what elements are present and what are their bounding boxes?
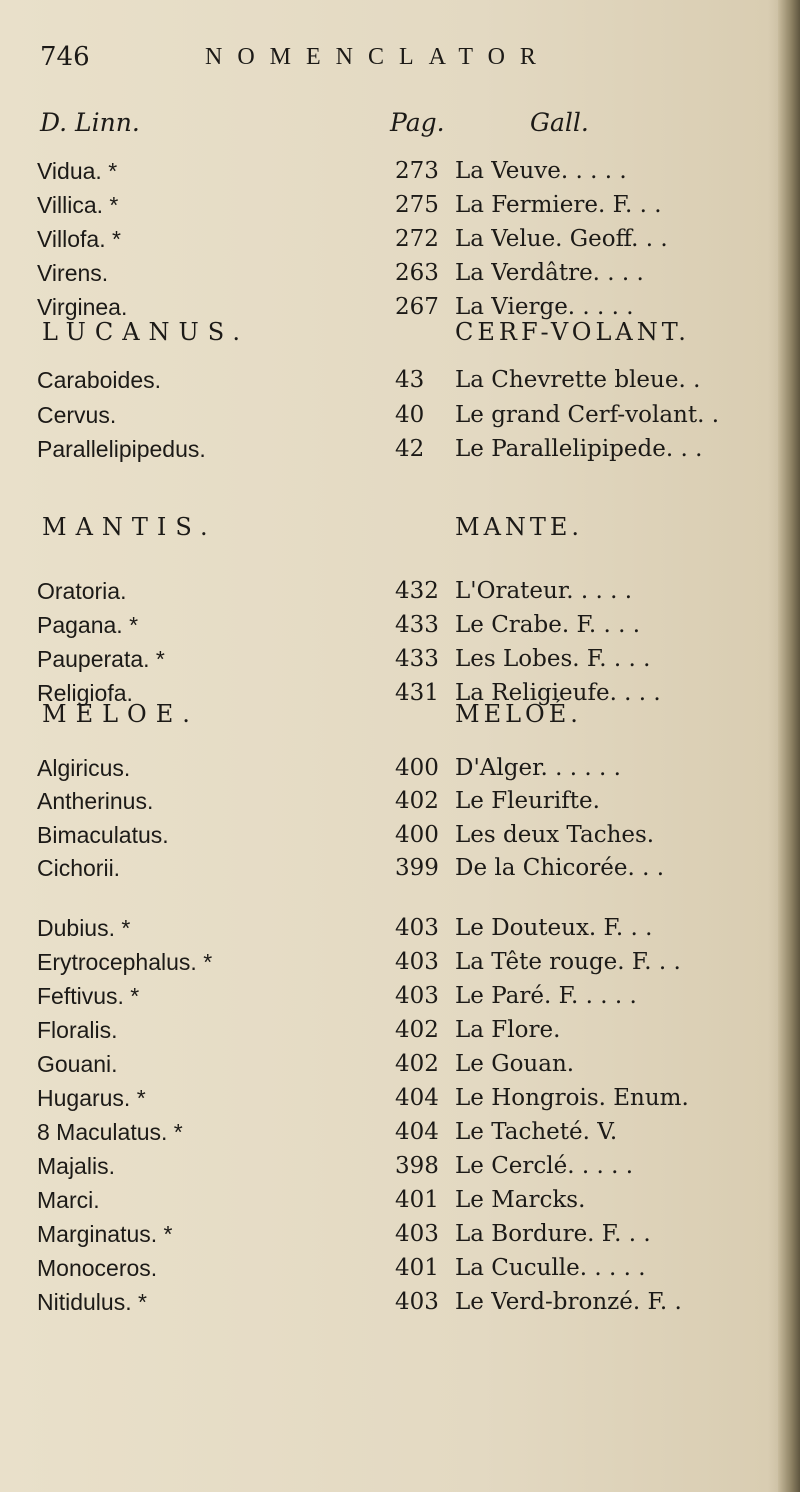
entry-row: [0, 1085, 800, 1119]
page-reference: 401: [395, 1255, 439, 1281]
page-reference: 432: [395, 578, 439, 604]
page-reference: 402: [395, 1017, 439, 1043]
latin-name: Cervus.: [37, 402, 117, 428]
section-heading-french: MELOÉ.: [455, 700, 582, 728]
entry-row: [0, 192, 800, 226]
page-reference: 399: [395, 855, 439, 881]
latin-name: Villica. *: [37, 192, 119, 218]
french-name: Le Gouan.: [455, 1051, 575, 1077]
entry-row: [0, 612, 800, 646]
entry-row: [0, 402, 800, 436]
latin-name: Oratoria.: [37, 578, 127, 604]
column-header-latin: D. Linn.: [40, 108, 140, 137]
page-reference: 40: [395, 402, 425, 428]
page-reference: 273: [395, 158, 439, 184]
page-reference: 398: [395, 1153, 439, 1179]
entry-row: [0, 646, 800, 680]
french-name: La Religieufe. . . .: [455, 680, 661, 706]
entry-row: [0, 788, 800, 822]
page-reference: 42: [395, 436, 425, 462]
page-number: 746: [40, 42, 90, 72]
entry-row: [0, 1051, 800, 1085]
page-reference: 402: [395, 788, 439, 814]
entry-row: [0, 1017, 800, 1051]
entry-row: [0, 1289, 800, 1323]
latin-name: Marci.: [37, 1187, 100, 1213]
page-reference: 400: [395, 822, 439, 848]
entry-row: [0, 1187, 800, 1221]
section-heading-latin: MELOE.: [42, 700, 199, 728]
page-reference: 403: [395, 983, 439, 1009]
entry-row: [0, 755, 800, 789]
latin-name: Bimaculatus.: [37, 822, 169, 848]
french-name: D'Alger. . . . . .: [455, 755, 621, 781]
french-name: La Veuve. . . . .: [455, 158, 627, 184]
latin-name: Algiricus.: [37, 755, 131, 781]
french-name: Le Verd-bronzé. F. .: [455, 1289, 682, 1315]
page-reference: 263: [395, 260, 439, 286]
french-name: Le Crabe. F. . . .: [455, 612, 641, 638]
french-name: Le Marcks.: [455, 1187, 586, 1213]
french-name: De la Chicorée. . .: [455, 855, 665, 881]
entry-row: [0, 855, 800, 889]
page-reference: 402: [395, 1051, 439, 1077]
page-reference: 400: [395, 755, 439, 781]
latin-name: Cichorii.: [37, 855, 121, 881]
latin-name: Caraboides.: [37, 367, 162, 393]
latin-name: Monoceros.: [37, 1255, 158, 1281]
latin-name: Parallelipipedus.: [37, 436, 206, 462]
page-reference: 43: [395, 367, 425, 393]
entry-row: [0, 1221, 800, 1255]
french-name: La Fermiere. F. . .: [455, 192, 662, 218]
page-reference: 403: [395, 949, 439, 975]
french-name: Le grand Cerf-volant. .: [455, 402, 720, 428]
latin-name: Gouani.: [37, 1051, 118, 1077]
entry-row: [0, 436, 800, 470]
french-name: Le Douteux. F. . .: [455, 915, 653, 941]
french-name: La Velue. Geoff. . .: [455, 226, 668, 252]
section-heading-french: MANTE.: [455, 513, 584, 541]
entry-row: [0, 226, 800, 260]
page-reference: 267: [395, 294, 439, 320]
french-name: Le Tacheté. V.: [455, 1119, 618, 1145]
french-name: La Chevrette bleue. .: [455, 367, 701, 393]
latin-name: Feftivus. *: [37, 983, 140, 1009]
section-heading-latin: MANTIS.: [42, 513, 217, 541]
entry-row: [0, 983, 800, 1017]
french-name: Le Paré. F. . . . .: [455, 983, 637, 1009]
latin-name: Majalis.: [37, 1153, 115, 1179]
page-reference: 403: [395, 915, 439, 941]
page-reference: 403: [395, 1289, 439, 1315]
entry-row: [0, 1119, 800, 1153]
entry-row: [0, 1255, 800, 1289]
french-name: La Tête rouge. F. . .: [455, 949, 681, 975]
entry-row: [0, 1153, 800, 1187]
latin-name: Pagana. *: [37, 612, 139, 638]
page-reference: 275: [395, 192, 439, 218]
page-reference: 403: [395, 1221, 439, 1247]
entry-row: [0, 578, 800, 612]
french-name: La Verdâtre. . . .: [455, 260, 644, 286]
page-reference: 401: [395, 1187, 439, 1213]
french-name: Le Hongrois. Enum.: [455, 1085, 689, 1111]
french-name: L'Orateur. . . . .: [455, 578, 633, 604]
page-reference: 433: [395, 612, 439, 638]
latin-name: Pauperata. *: [37, 646, 165, 672]
page-reference: 404: [395, 1119, 439, 1145]
latin-name: Dubius. *: [37, 915, 131, 941]
latin-name: Villofa. *: [37, 226, 121, 252]
french-name: Le Parallelipipede. . .: [455, 436, 703, 462]
page-header: [40, 40, 740, 80]
latin-name: Floralis.: [37, 1017, 118, 1043]
page-reference: 272: [395, 226, 439, 252]
section-heading-french: CERF-VOLANT.: [455, 318, 690, 346]
latin-name: Vidua. *: [37, 158, 118, 184]
latin-name: Hugarus. *: [37, 1085, 146, 1111]
french-name: Les deux Taches.: [455, 822, 655, 848]
french-name: La Bordure. F. . .: [455, 1221, 651, 1247]
column-header-french: Gall.: [530, 108, 589, 137]
entry-row: [0, 367, 800, 401]
french-name: Le Cerclé. . . . .: [455, 1153, 634, 1179]
latin-name: Virginea.: [37, 294, 128, 320]
latin-name: Erytrocephalus. *: [37, 949, 213, 975]
latin-name: Antherinus.: [37, 788, 154, 814]
page-reference: 404: [395, 1085, 439, 1111]
latin-name: 8 Maculatus. *: [37, 1119, 183, 1145]
french-name: La Cuculle. . . . .: [455, 1255, 646, 1281]
latin-name: Nitidulus. *: [37, 1289, 147, 1315]
french-name: La Flore.: [455, 1017, 561, 1043]
page-reference: 433: [395, 646, 439, 672]
latin-name: Virens.: [37, 260, 109, 286]
running-title: NOMENCLATOR: [205, 44, 551, 70]
column-header-page: Pag.: [390, 108, 445, 137]
french-name: Le Fleurifte.: [455, 788, 600, 814]
section-heading-latin: LUCANUS.: [42, 318, 249, 346]
entry-row: [0, 822, 800, 856]
entry-row: [0, 260, 800, 294]
latin-name: Religiofa.: [37, 680, 133, 706]
french-name: La Vierge. . . . .: [455, 294, 634, 320]
entry-row: [0, 158, 800, 192]
french-name: Les Lobes. F. . . .: [455, 646, 651, 672]
latin-name: Marginatus. *: [37, 1221, 173, 1247]
entry-row: [0, 915, 800, 949]
page-edge-shadow: [778, 0, 800, 1492]
entry-row: [0, 949, 800, 983]
page-reference: 431: [395, 680, 439, 706]
